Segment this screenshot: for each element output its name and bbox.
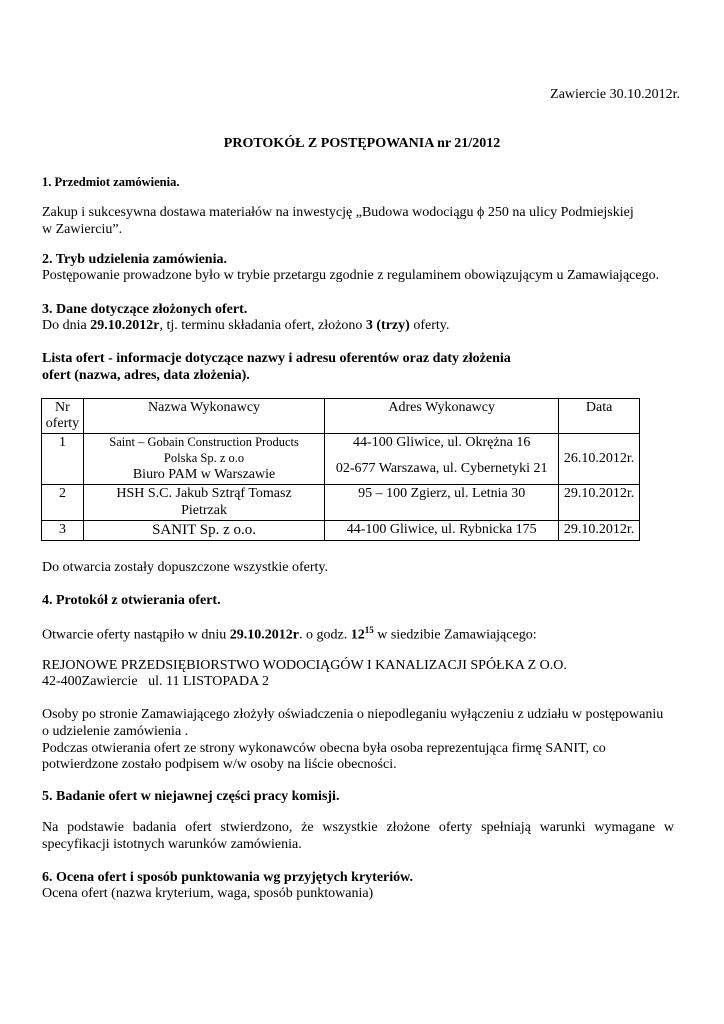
row-1-name-line-1: Saint – Gobain Construction Products <box>109 435 299 450</box>
section-4-heading: 4. Protokół z otwierania ofert. <box>42 593 221 608</box>
table-header-row <box>42 399 640 434</box>
section-5-line-1: Na podstawie badania ofert stwierdzono, że wszystkie złożone oferty spełniają warunki wymagane w <box>42 820 674 835</box>
declaration-text <box>42 707 682 774</box>
section-6-text: Ocena ofert (nazwa kryterium, waga, sposób punktowania) <box>42 886 374 901</box>
section-3-text-b: , tj. terminu składania ofert, złożono <box>159 318 366 333</box>
section-1-line-2: w Zawierciu”. <box>42 221 123 237</box>
offers-table <box>41 398 640 541</box>
table-row <box>42 434 640 485</box>
row-2-name-line-1: HSH S.C. Jakub Sztrąf Tomasz <box>116 486 292 502</box>
section-1-text <box>42 205 682 239</box>
table-row <box>42 520 640 540</box>
row-1-name <box>83 434 324 485</box>
section-4-text-c: w siedzibie Zamawiającego: <box>373 627 537 643</box>
section-3-heading: 3. Dane dotyczące złożonych ofert. <box>42 302 248 317</box>
company-address: 42-400Zawiercie ul. 11 LISTOPADA 2 <box>42 674 269 689</box>
header-nr-line-1: Nr <box>55 400 70 415</box>
section-4-text-b: . o godz. <box>299 627 351 643</box>
row-1-name-line-2: Polska Sp. z o.o <box>163 451 245 466</box>
row-1-address <box>325 434 559 485</box>
row-1-address-line-2: 02-677 Warszawa, ul. Cybernetyki 21 <box>335 461 548 477</box>
section-1-heading: 1. Przedmiot zamówienia. <box>42 175 180 189</box>
section-3-date: 29.10.2012r <box>90 318 160 333</box>
place-date: Zawiercie 30.10.2012r. <box>550 87 680 102</box>
row-2-date: 29.10.2012r. <box>559 485 640 520</box>
section-1-line-1: Zakup i sukcesywna dostawa materiałów na inwestycję „Budowa wodociągu ϕ 250 na ulicy Podmiejskiej <box>42 205 634 220</box>
list-heading <box>42 351 682 385</box>
row-3-name: SANIT Sp. z o.o. <box>83 520 324 540</box>
row-1-nr: 1 <box>42 434 84 485</box>
representation-line-1: Podczas otwierania ofert ze strony wykonawców obecna była osoba reprezentująca firmę SANIT, co <box>42 740 606 756</box>
after-table-text: Do otwarcia zostały dopuszczone wszystkie oferty. <box>42 560 328 575</box>
list-heading-line-2: ofert (nazwa, adres, data złożenia). <box>42 367 250 383</box>
row-1-name-line-3: Biuro PAM w Warszawie <box>132 467 276 483</box>
section-3-text-c: oferty. <box>409 318 450 333</box>
header-nr <box>42 399 84 434</box>
row-1-date: 26.10.2012r. <box>559 434 640 485</box>
section-4-minutes: 15 <box>364 625 374 635</box>
list-heading-line-1: Lista ofert - informacje dotyczące nazwy i adresu oferentów oraz daty złożenia <box>42 351 511 366</box>
section-5-line-2: specyfikacji istotnych warunków zamówienia. <box>42 836 302 852</box>
section-3-count: 3 (trzy) <box>365 318 410 333</box>
section-6-heading: 6. Ocena ofert i sposób punktowania wg przyjętych kryteriów. <box>42 870 413 885</box>
document-title: PROTOKÓŁ Z POSTĘPOWANIA nr 21/2012 <box>223 136 501 151</box>
row-2-nr: 2 <box>42 485 84 520</box>
header-name: Nazwa Wykonawcy <box>83 399 324 434</box>
declaration-line-2: o udzielenie zamówienia . <box>42 723 189 739</box>
representation-line-2: potwierdzone zostało podpisem w/w osoby na liście obecności. <box>42 757 397 773</box>
section-5-heading: 5. Badanie ofert w niejawnej części pracy komisji. <box>42 789 340 804</box>
row-2-address: 95 – 100 Zgierz, ul. Letnia 30 <box>325 485 559 520</box>
section-4-opening-text <box>42 625 537 644</box>
company-name: REJONOWE PRZEDSIĘBIORSTWO WODOCIĄGÓW I KANALIZACJI SPÓŁKA Z O.O. <box>42 658 567 673</box>
section-2-heading: 2. Tryb udzielenia zamówienia. <box>42 252 227 267</box>
section-4-text-a: Otwarcie oferty nastąpiło w dniu <box>42 627 230 643</box>
row-3-nr: 3 <box>42 520 84 540</box>
section-2-text: Postępowanie prowadzone było w trybie przetargu zgodnie z regulaminem obowiązującym u Zamawiającego. <box>42 268 660 283</box>
section-5-text <box>42 820 674 854</box>
row-2-name-line-2: Pietrzak <box>181 502 227 518</box>
header-address: Adres Wykonawcy <box>325 399 559 434</box>
header-date: Data <box>559 399 640 434</box>
section-3-text <box>42 318 449 335</box>
row-3-date: 29.10.2012r. <box>559 520 640 540</box>
row-2-name <box>83 485 324 520</box>
row-3-address: 44-100 Gliwice, ul. Rybnicka 175 <box>325 520 559 540</box>
section-4-hour: 12 <box>350 627 365 643</box>
section-4-date: 29.10.2012r <box>229 627 299 643</box>
row-1-address-line-1: 44-100 Gliwice, ul. Okrężna 16 <box>353 435 531 451</box>
header-nr-line-2: oferty <box>45 416 80 432</box>
table-row <box>42 485 640 520</box>
section-3-text-a: Do dnia <box>42 318 91 333</box>
declaration-line-1: Osoby po stronie Zamawiającego złożyły oświadczenia o niepodleganiu wyłączeniu z udziału w postępowaniu <box>42 707 664 722</box>
